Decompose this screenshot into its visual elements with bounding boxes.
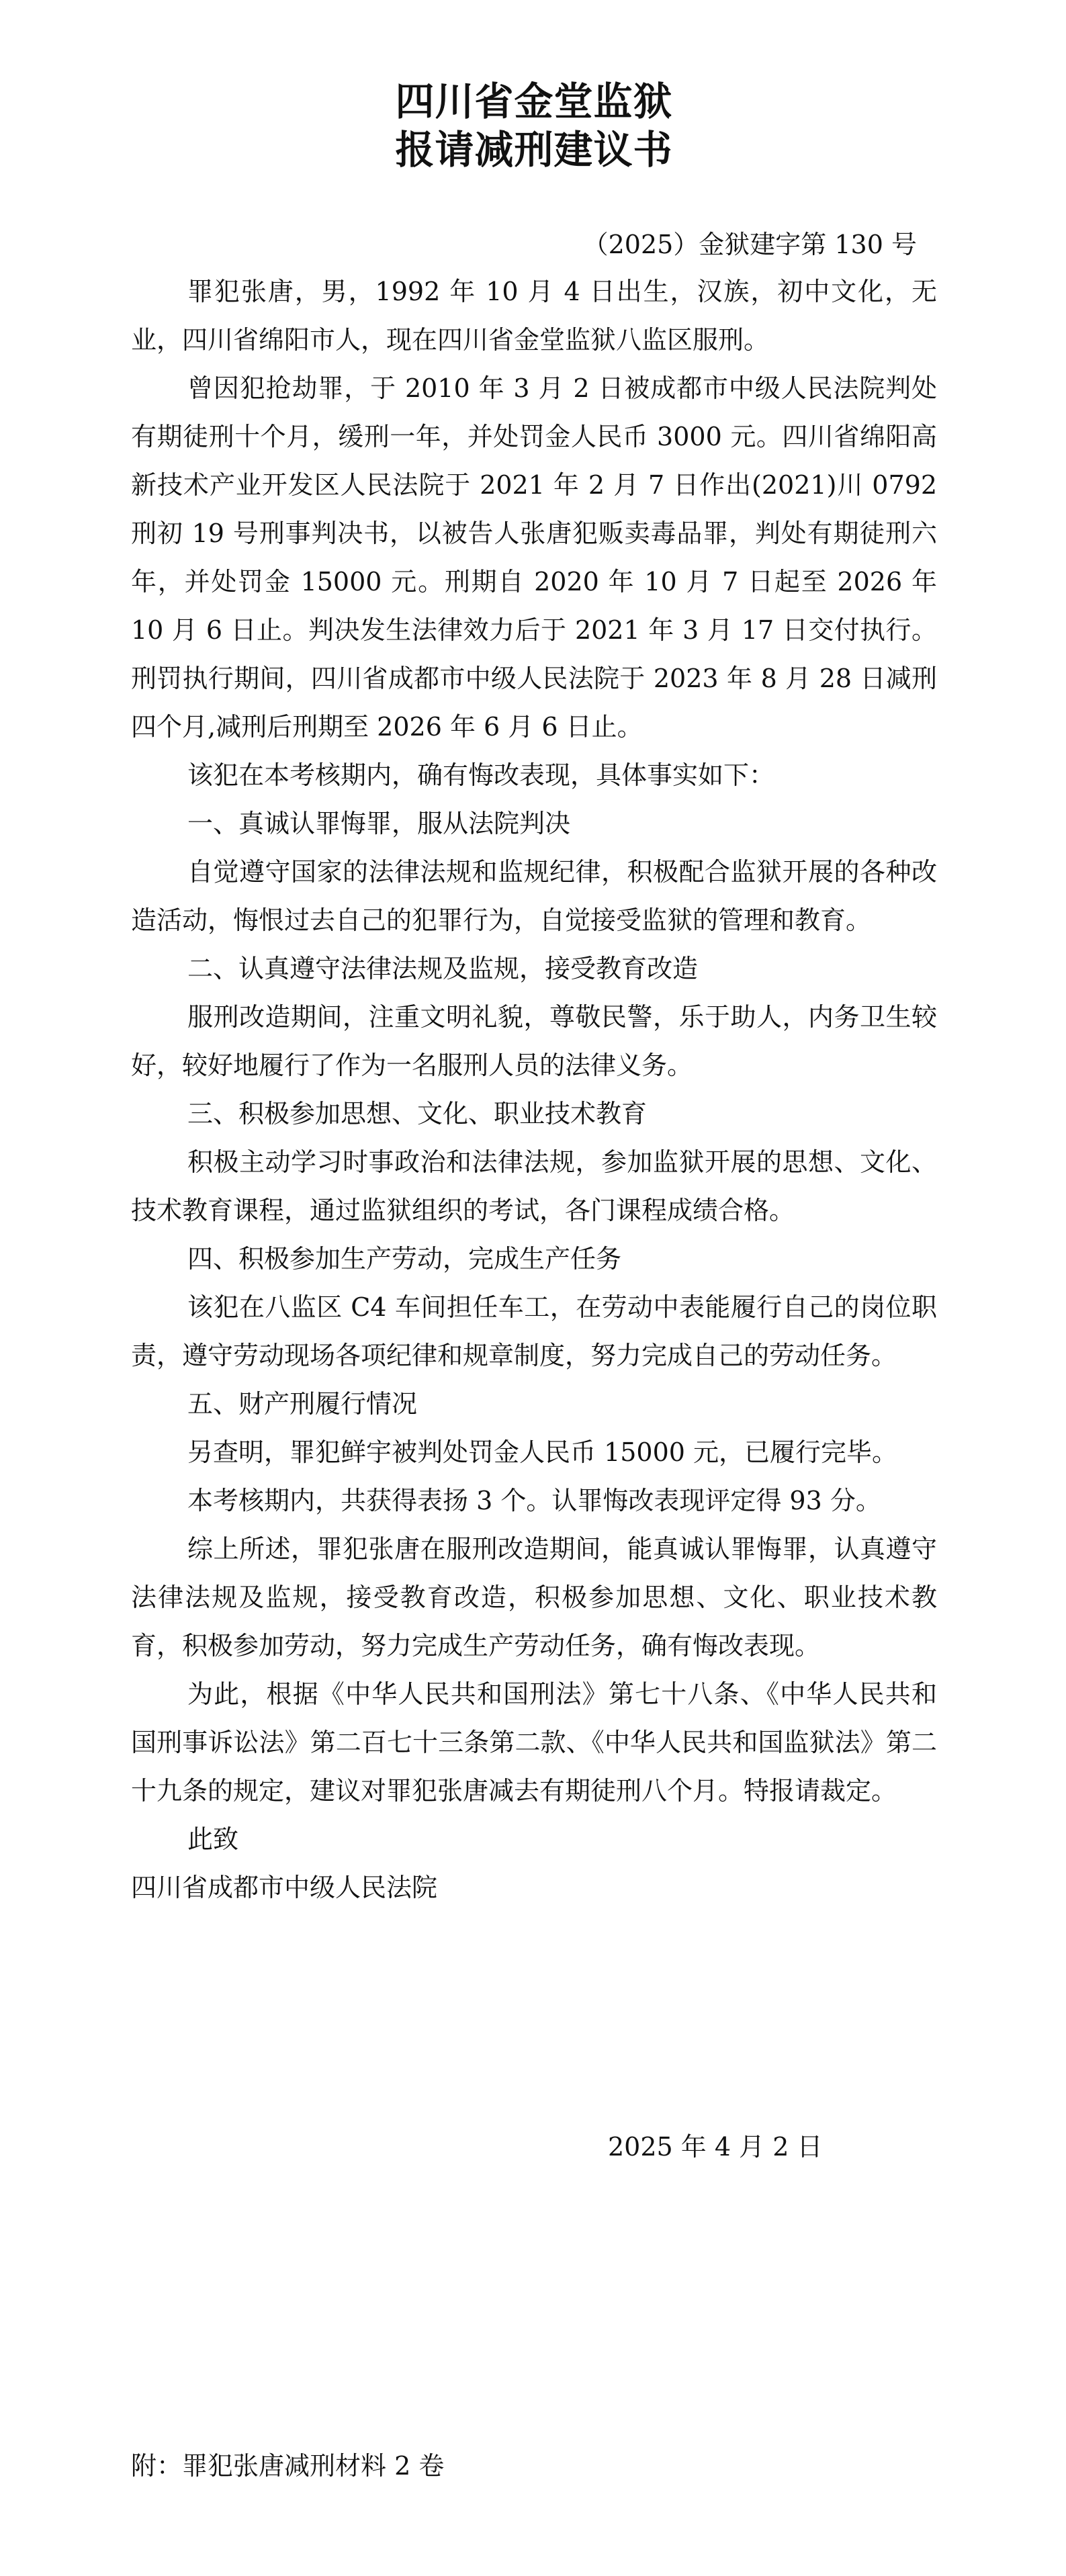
section-heading-1: 一、真诚认罪悔罪，服从法院判决 — [187, 809, 571, 838]
document-body — [131, 267, 937, 1912]
section-heading-2: 二、认真遵守法律法规及监规，接受教育改造 — [187, 954, 699, 983]
section-heading-5: 五、财产刑履行情况 — [187, 1389, 418, 1419]
paragraph-section-3: 积极主动学习时事政治和法律法规，参加监狱开展的思想、文化、技术教育课程，通过监狱组织的考试，各门课程成绩合格。 — [131, 1147, 937, 1225]
paragraph-intro-facts: 该犯在本考核期内，确有悔改表现，具体事实如下： — [187, 760, 775, 790]
document-title-line2: 报请减刑建议书 — [395, 127, 673, 173]
paragraph-legal-basis: 为此，根据《中华人民共和国刑法》第七十八条、《中华人民共和国刑事诉讼法》第二百七十三条第二款、《中华人民共和国监狱法》第二十九条的规定，建议对罪犯张唐减去有期徒刑八个月。特报请裁定。 — [131, 1679, 937, 1806]
document-date: 2025 年 4 月 2 日 — [608, 2132, 823, 2162]
document-title-line1: 四川省金堂监狱 — [395, 79, 673, 124]
paragraph-salutation: 此致 — [187, 1824, 239, 1854]
attachment-note: 附：罪犯张唐减刑材料 2 卷 — [131, 2451, 445, 2481]
document-number: （2025）金狱建字第 130 号 — [582, 230, 917, 259]
recipient: 四川省成都市中级人民法院 — [131, 1873, 438, 1902]
paragraph-section-1: 自觉遵守国家的法律法规和监规纪律，积极配合监狱开展的各种改造活动，悔恨过去自己的犯罪行为，自觉接受监狱的管理和教育。 — [131, 857, 937, 935]
paragraph-section-4: 该犯在八监区 C4 车间担任车工，在劳动中表能履行自己的岗位职责，遵守劳动现场各项纪律和规章制度，努力完成自己的劳动任务。 — [131, 1292, 937, 1370]
paragraph-criminal-record: 曾因犯抢劫罪，于 2010 年 3 月 2 日被成都市中级人民法院判处有期徒刑十个月，缓刑一年，并处罚金人民币 3000 元。四川省绵阳高新技术产业开发区人民法院于 2021 年 2 月 7 日作出(2021)川 0792 刑初 19 号刑事判决书，以被告人张唐犯贩卖毒品罪，判处有期徒刑六年，并处罚金 15000 元。刑期自 2020 年 10 月 7 日起至 2026 年 10 月 6 日止。判决发生法律效力后于 2021 年 3 月 17 日交付执行。刑罚执行期间，四川省成都市中级人民法院于 2023 年 8 月 28 日减刑四个月,减刑后刑期至 2026 年 6 月 6 日止。 — [131, 373, 937, 742]
paragraph-summary: 综上所述，罪犯张唐在服刑改造期间，能真诚认罪悔罪，认真遵守法律法规及监规，接受教育改造，积极参加思想、文化、职业技术教育，积极参加劳动，努力完成生产劳动任务，确有悔改表现。 — [131, 1534, 937, 1660]
paragraph-basic-info: 罪犯张唐，男，1992 年 10 月 4 日出生，汉族，初中文化，无业，四川省绵阳市人，现在四川省金堂监狱八监区服刑。 — [131, 277, 937, 355]
paragraph-section-5: 另查明，罪犯鲜宇被判处罚金人民币 15000 元，已履行完毕。 — [187, 1437, 898, 1467]
document-page — [131, 0, 937, 2576]
paragraph-section-2: 服刑改造期间，注重文明礼貌，尊敬民警，乐于助人，内务卫生较好，较好地履行了作为一名服刑人员的法律义务。 — [131, 1002, 937, 1080]
section-heading-4: 四、积极参加生产劳动，完成生产任务 — [187, 1244, 622, 1274]
paragraph-assessment: 本考核期内，共获得表扬 3 个。认罪悔改表现评定得 93 分。 — [187, 1486, 881, 1515]
section-heading-3: 三、积极参加思想、文化、职业技术教育 — [187, 1099, 648, 1128]
